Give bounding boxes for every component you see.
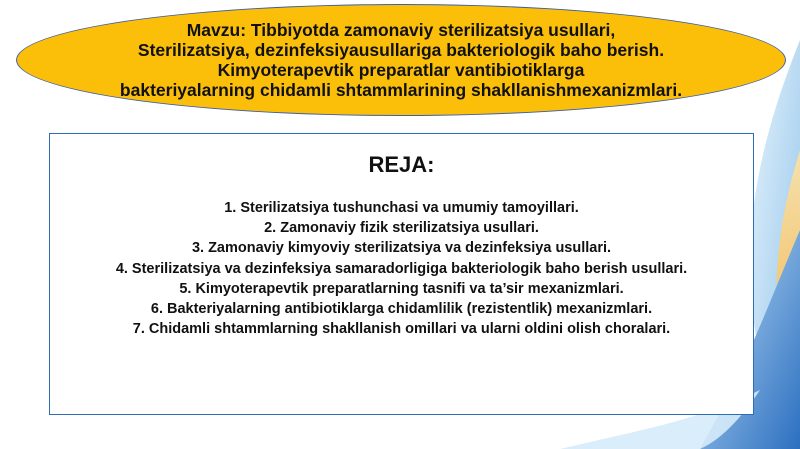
plan-item: 6. Bakteriyalarning antibiotiklarga chidamlilik (rezistentlik) mexanizmlari.: [150, 301, 653, 318]
plan-item: 1. Sterilizatsiya tushunchasi va umumiy tamoyillari.: [224, 200, 579, 216]
title-line: Kimyoterapevtik preparatlar vantibiotiklarga: [217, 60, 585, 80]
plan-list: [50, 198, 753, 339]
plan-item: 4. Sterilizatsiya va dezinfeksiya samaradorligiga bakteriologik baho berish usullari.: [115, 260, 688, 277]
title-line: bakteriyalarning chidamli shtammlarining shakllanishmexanizmlari.: [119, 80, 683, 100]
plan-item: 5. Kimyoterapevtik preparatlarning tasnifi va ta’sir mexanizmlari.: [179, 280, 624, 297]
plan-item: 7. Chidamli shtammlarning shakllanish omillari va ularni oldini olish choralari.: [132, 321, 671, 338]
title-line: Mavzu: Tibbiyotda zamonaviy sterilizatsiya usullari,: [186, 20, 616, 40]
plan-box: [49, 133, 754, 415]
title-banner: [16, 4, 786, 116]
plan-item: 3. Zamonaviy kimyoviy sterilizatsiya va dezinfeksiya usullari.: [191, 240, 612, 257]
slide-title: [61, 20, 741, 100]
plan-item: 2. Zamonaviy fizik sterilizatsiya usullari.: [264, 220, 539, 237]
title-line: Sterilizatsiya, dezinfeksiyausullariga bakteriologik baho berish.: [137, 40, 665, 60]
plan-heading: REJA:: [368, 152, 435, 177]
